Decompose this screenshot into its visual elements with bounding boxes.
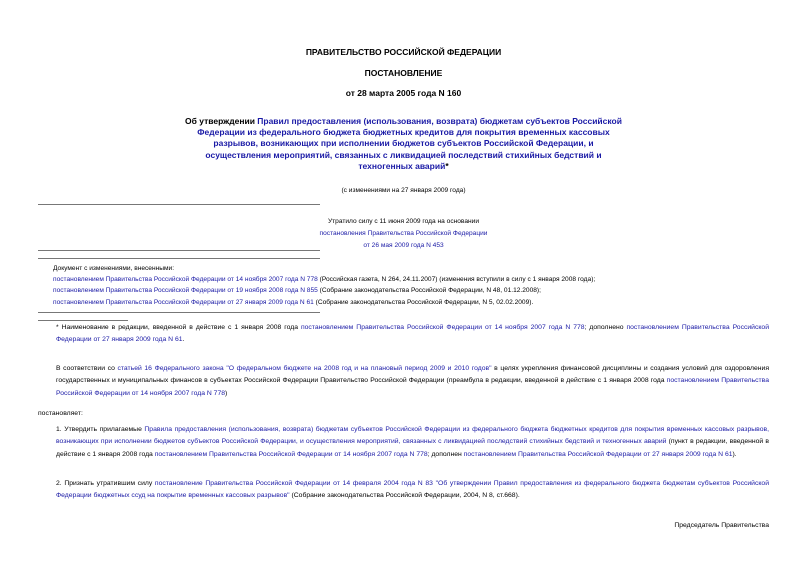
footnote-link-61[interactable]: постановлением Правительства Российской Федерации от 27 января 2009 года N 61 bbox=[56, 324, 769, 343]
title-prefix: Об утверждении bbox=[185, 116, 258, 126]
item-2 bbox=[38, 478, 769, 503]
repealed-decree-link[interactable]: постановление Правительства Российской Федерации от 14 февраля 2004 года N 83 "Об утверждении Правил предоставления из федерального бюджета бюджетам субъектов Российской Федерации бюджетных ссуд на покрытие временных кассовых разрывов" bbox=[56, 480, 769, 500]
expired-basis-link[interactable]: постановления Правительства Российской Федерации bbox=[319, 230, 488, 237]
footnote-link-778[interactable]: постановлением Правительства Российской Федерации от 14 ноября 2007 года N 778 bbox=[300, 324, 585, 331]
amended-note: (с изменениями на 27 января 2009 года) bbox=[341, 187, 466, 194]
list-item bbox=[53, 274, 773, 285]
divider bbox=[38, 312, 320, 313]
preamble-link-778[interactable]: постановлением Правительства Российской Федерации от 14 ноября 2007 года N 778 bbox=[56, 377, 769, 397]
preamble-text: В соответствии со bbox=[56, 365, 118, 372]
title-asterisk: * bbox=[445, 160, 449, 171]
item-2-text: (Собрание законодательства Российской Федерации, 2004, N 8, ст.668). bbox=[289, 492, 520, 500]
expired-block bbox=[0, 216, 807, 252]
footnote-text: ; дополнено bbox=[584, 324, 627, 331]
amendment-link[interactable]: постановлением Правительства Российской Федерации от 14 ноября 2007 года N 778 bbox=[53, 276, 318, 284]
divider bbox=[38, 250, 320, 251]
footnote-divider bbox=[38, 320, 128, 321]
decides-label: постановляет: bbox=[38, 410, 83, 417]
federal-law-link[interactable]: статьей 16 Федерального закона "О федеральном бюджете на 2008 год и на плановый период 2009 и 2010 годов" bbox=[117, 365, 492, 372]
amendments-intro: Документ с изменениями, внесенными: bbox=[53, 265, 175, 272]
amendment-link[interactable]: постановлением Правительства Российской Федерации от 19 ноября 2008 года N 855 bbox=[53, 287, 318, 295]
rules-title-link[interactable]: Правил предоставления (использования, возврата) бюджетам субъектов Российской Федерации из федерального бюджета бюджетных кредитов для покрытия временных кассовых разрывов, возникающих при исполнении бюджетов субъектов Российской Федерации, и осуществления мероприятий, связанных с ликвидацией последствий стихийных бедствий и техногенных аварий bbox=[197, 116, 622, 171]
expired-text: Утратило силу с 11 июня 2009 года на основании bbox=[327, 218, 480, 225]
document-title bbox=[180, 116, 627, 172]
amendment-link[interactable]: постановлением Правительства Российской Федерации от 27 января 2009 года N 61 bbox=[53, 298, 314, 306]
list-item bbox=[53, 297, 773, 308]
divider bbox=[38, 204, 320, 205]
footnote-text: . bbox=[182, 335, 185, 343]
amendment-source: (Российская газета, N 264, 24.11.2007) (изменения вступили в силу с 1 января 2008 года); bbox=[317, 276, 596, 284]
expired-basis-date-link[interactable]: от 26 мая 2009 года N 453 bbox=[363, 242, 444, 249]
item-1-link-61[interactable]: постановлением Правительства Российской Федерации от 27 января 2009 года N 61 bbox=[463, 450, 733, 458]
signature: Председатель Правительства bbox=[674, 522, 769, 529]
preamble-text: ) bbox=[225, 389, 228, 397]
item-1-text: ). bbox=[732, 450, 737, 458]
item-2-text: 2. Признать утратившим силу bbox=[56, 480, 155, 487]
list-item bbox=[53, 285, 773, 296]
document-date-number: от 28 марта 2005 года N 160 bbox=[345, 88, 462, 98]
government-heading: ПРАВИТЕЛЬСТВО РОССИЙСКОЙ ФЕДЕРАЦИИ bbox=[305, 47, 502, 57]
amendment-source: (Собрание законодательства Российской Федерации, N 5, 02.02.2009). bbox=[313, 298, 534, 306]
preamble bbox=[38, 363, 769, 400]
item-1 bbox=[38, 424, 769, 461]
amendment-source: (Собрание законодательства Российской Федерации, N 48, 01.12.2008); bbox=[317, 287, 541, 295]
divider bbox=[38, 258, 320, 259]
item-1-text: (пункт в редакции, введенной в действие с 1 января 2008 года bbox=[56, 438, 769, 458]
item-1-text: 1. Утвердить прилагаемые bbox=[56, 426, 145, 433]
amendments-block bbox=[53, 263, 773, 308]
document-type: ПОСТАНОВЛЕНИЕ bbox=[364, 68, 443, 78]
footnote-text: * Наименование в редакции, введенной в действие с 1 января 2008 года bbox=[56, 324, 301, 331]
item-1-link-778[interactable]: постановлением Правительства Российской Федерации от 14 ноября 2007 года N 778 bbox=[154, 450, 428, 458]
item-1-text: ; дополнен bbox=[427, 450, 464, 458]
footnote bbox=[38, 322, 769, 345]
preamble-text: в целях укрепления финансовой дисциплины и создания условий для оздоровления государственных и муниципальных финансов в субъектах Российской Федерации Правительство Российской Федерации (преамбула в редакции, введенной в действие с 1 января 2008 года bbox=[56, 365, 769, 385]
rules-link[interactable]: Правила предоставления (использования, возврата) бюджетам субъектов Российской Федерации из федерального бюджета бюджетных кредитов для покрытия временных кассовых разрывов, возникающих при исполнении бюджетов субъектов Российской Федерации, и осуществления мероприятий, связанных с ликвидацией последствий стихийных бедствий и техногенных аварий bbox=[56, 426, 769, 446]
